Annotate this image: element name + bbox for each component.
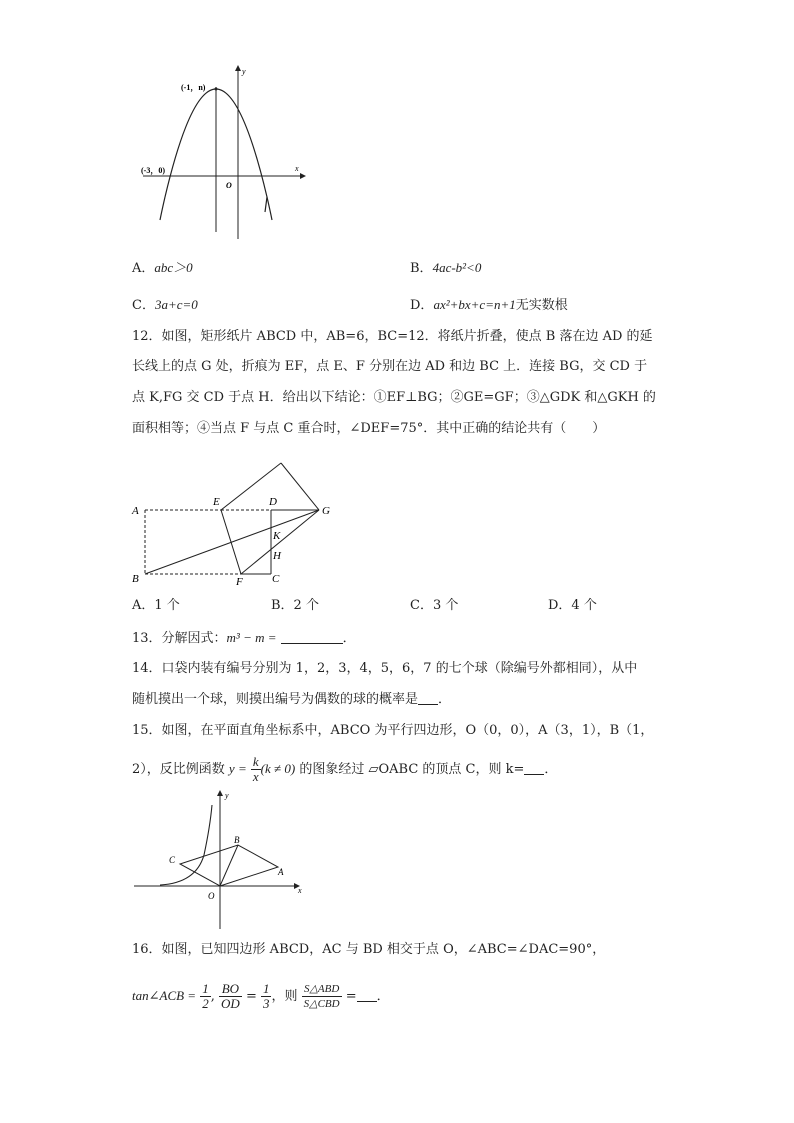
label-x: x: [298, 886, 302, 895]
q14-line-2-text: 随机摸出一个球，则摸出编号为偶数的球的概率是: [132, 692, 419, 707]
q16-comma: ,: [210, 989, 215, 1004]
q15-line-1: 15．如图，在平面直角坐标系中，ABCO 为平行四边形，O（0，0），A（3，1），B（1，: [132, 723, 654, 738]
q13-line: [132, 630, 356, 647]
q15-func-frac: [251, 755, 261, 784]
label-c: C: [272, 573, 280, 585]
q16-then: ，则: [271, 989, 298, 1004]
q16-frac-1-num: 1: [202, 981, 209, 996]
segment-top-g: [281, 463, 319, 510]
label-d: D: [269, 496, 277, 508]
q14-end: ．: [438, 692, 452, 707]
q16-frac-2-num: BO: [219, 982, 242, 997]
q15-line-2a: 2），反比例函数: [132, 762, 225, 777]
q15-func-x: x: [252, 769, 259, 784]
y-label: y: [242, 67, 246, 76]
q16-frac-4-num: S△ABD: [302, 982, 342, 997]
q16-line-1: 16．如图，已知四边形 ABCD，AC 与 BD 相交于点 O，∠ABC=∠DAC=90°，: [132, 942, 606, 957]
q16-frac-2: [219, 982, 242, 1011]
parabola-figure: [135, 62, 315, 247]
q16-line-2: [132, 976, 390, 1018]
q12-option-c: C．3 个: [410, 598, 459, 613]
label-b: B: [234, 835, 240, 845]
q14-answer-blank[interactable]: [418, 692, 438, 705]
q13-prefix: 13．分解因式：: [132, 631, 227, 646]
q15-answer-blank[interactable]: [524, 762, 544, 775]
fold-figure: [128, 455, 343, 590]
q14-line-2: [132, 692, 451, 708]
q11-option-b-letter: B．: [410, 261, 433, 276]
q16-answer-blank[interactable]: [357, 989, 377, 1002]
x-axis-arrow: [300, 173, 306, 179]
q11-option-d-tail: 无实数根: [515, 298, 568, 313]
q15-func-cond: (k ≠ 0): [260, 761, 296, 776]
q16-frac-4-den: S△CBD: [303, 998, 340, 1010]
q16-frac-3-den: 3: [262, 996, 270, 1011]
q16-frac-4: [302, 982, 342, 1011]
q16-frac-2-den: OD: [221, 996, 240, 1011]
q12-line-1: 12．如图，矩形纸片 ABCD 中，AB=6，BC=12．将纸片折叠，使点 B 落在边 AD 的延: [132, 329, 653, 344]
q16-tan-label: tan∠ACB =: [132, 988, 197, 1003]
q11-option-d: [410, 297, 568, 314]
q16-frac-3-num: 1: [262, 981, 270, 996]
vertex-point: [215, 88, 218, 91]
q13-expr: m³ − m =: [226, 630, 277, 645]
segment-bg: [145, 510, 319, 574]
q15-line-2b: 的图象经过 ▱OABC 的顶点 C，则 k=: [299, 762, 525, 777]
q15-line-2: [132, 752, 557, 788]
q12-line-4: 面积相等；④当点 F 与点 C 重合时，∠DEF=75°．其中正确的结论共有（ ）: [132, 421, 606, 436]
q12-option-d: D．4 个: [548, 598, 597, 613]
q11-option-a: [132, 260, 193, 277]
label-h: H: [273, 550, 281, 562]
parabola-curve-tail-right: [267, 197, 272, 220]
label-f: F: [236, 576, 243, 588]
vertex-label: (-1，n): [181, 83, 206, 92]
label-a: A: [132, 505, 139, 517]
q16-end: ．: [376, 989, 390, 1004]
q11-option-d-letter: D．: [410, 298, 434, 313]
segment-fg: [241, 510, 319, 574]
q11-option-a-expr: abc＞0: [154, 260, 193, 275]
q11-option-b: [410, 260, 481, 277]
label-b: B: [132, 573, 139, 585]
q12-option-b: B．2 个: [271, 598, 319, 613]
q15-end: ．: [544, 762, 558, 777]
q13-end: ．: [342, 631, 356, 646]
q11-option-d-expr: ax²+bx+c=n+1: [433, 297, 516, 312]
parallelogram-figure: [130, 787, 310, 935]
y-axis-arrow: [235, 65, 241, 71]
label-k: K: [273, 530, 281, 542]
hyperbola-curve: [160, 805, 212, 885]
q16-eq-2: =: [345, 989, 357, 1004]
q12-line-3: 点 K,FG 交 CD 于点 H．给出以下结论：①EF⊥BG；②GE=GF；③△GDK 和△GKH 的: [132, 390, 656, 405]
q11-option-c-letter: C．: [132, 298, 155, 313]
q16-frac-3: [261, 982, 272, 1011]
parabola-curve-tail-left: [160, 197, 165, 220]
label-y: y: [225, 791, 229, 800]
q11-option-c-expr: 3a+c=0: [154, 297, 198, 312]
q15-func-k: k: [252, 754, 259, 769]
q14-line-1: 14．口袋内装有编号分别为 1，2，3，4，5，6，7 的七个球（除编号外都相同），从中: [132, 661, 638, 676]
label-g: G: [322, 505, 330, 517]
label-e: E: [213, 496, 220, 508]
q16-eq: =: [245, 989, 257, 1004]
q15-func-y: y =: [228, 761, 247, 776]
q12-option-a: A．1 个: [132, 598, 180, 613]
q16-frac-1-den: 2: [202, 996, 209, 1011]
q13-answer-blank[interactable]: [281, 631, 343, 644]
label-o: O: [208, 891, 215, 901]
x-label: x: [295, 164, 299, 173]
q16-frac-1: [200, 982, 211, 1011]
q11-option-b-expr: 4ac-b²<0: [432, 260, 482, 275]
y-axis-arrow: [217, 790, 223, 796]
segment-ef: [221, 510, 241, 574]
q12-line-2: 长线上的点 G 处，折痕为 EF，点 E、F 分别在边 AD 和边 BC 上．连接 BG，交 CD 于: [132, 359, 648, 374]
q11-option-a-letter: A．: [132, 261, 155, 276]
root-label: (-3，0): [141, 166, 165, 175]
origin-label: O: [226, 181, 232, 190]
q11-option-c: [132, 297, 198, 314]
segment-ob: [220, 845, 238, 886]
label-c: C: [169, 855, 176, 865]
label-a: A: [278, 867, 284, 877]
